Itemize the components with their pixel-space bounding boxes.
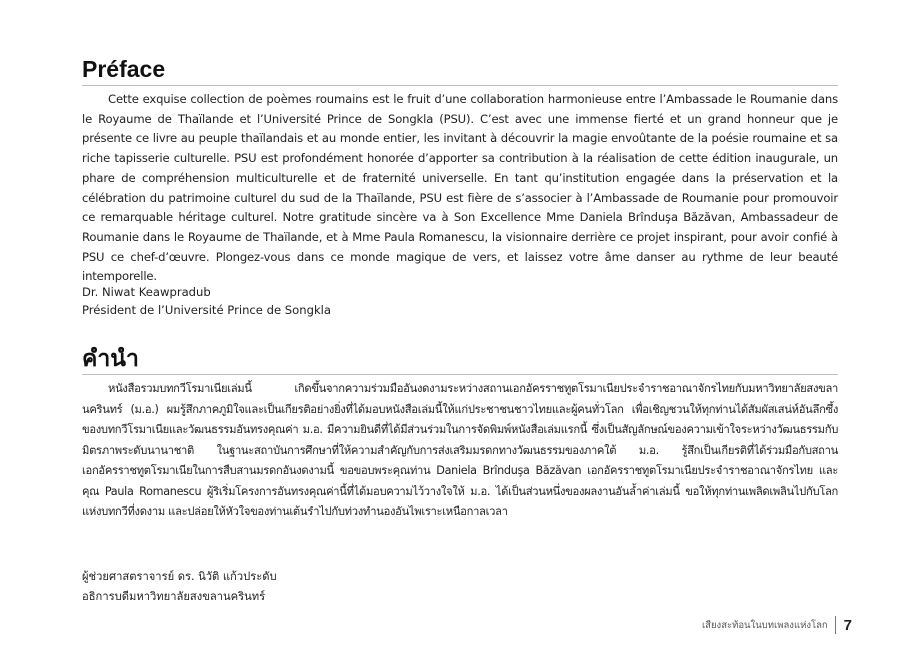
footer-book-title: เสียงสะท้อนในบทเพลงแห่งโลก (701, 619, 828, 631)
thai-preface-title: คำนำ (82, 345, 838, 375)
french-signature-role: Président de l’Université Prince de Songkla (82, 303, 331, 317)
french-signature-name: Dr. Niwat Keawpradub (82, 285, 211, 299)
thai-preface-paragraph: หนังสือรวมบทกวีโรมาเนียเล่มนี้ เกิดขึ้นจากความร่วมมืออันงดงามระหว่างสถานเอกอัครราชทูตโรมาเนียประจำราชอาณาจักรไทยกับมหาวิทยาลัยสงขลานครินทร์ (ม.อ.) ผมรู้สึกภาคภูมิใจและเป็นเกียรติอย่างยิ่งที่ได้มอบหนังสือเล่มนี้ให้แก่ประชาชนชาวไทยและผู้คนทั่วโลก เพื่อเชิญชวนให้ทุกท่านได้สัมผัสเสน่ห์อันลึกซึ้งของบทกวีโรมาเนียและวัฒนธรรมอันทรงคุณค่า ม.อ. มีความยินดีที่ได้มีส่วนร่วมในการจัดพิมพ์หนังสือเล่มแรกนี้ ซึ่งเป็นสัญลักษณ์ของความเข้าใจระหว่างวัฒนธรรมกับมิตรภาพระดับนานาชาติ ในฐานะสถาบันการศึกษาที่ให้ความสำคัญกับการส่งเสริมมรดกทางวัฒนธรรมของภาคใต้ ม.อ. รู้สึกเป็นเกียรติที่ได้ร่วมมือกับสถานเอกอัครราชทูตโรมาเนียในการสืบสานมรดกอันงดงามนี้ ขอขอบพระคุณท่าน Daniela Brînduşa Băzăvan เอกอัครราชทูตโรมาเนียประจำราชอาณาจักรไทย และคุณ Paula Romanescu ผู้ริเริ่มโครงการอันทรงคุณค่านี้ที่ได้มอบความไว้วางใจให้ ม.อ. ได้เป็นส่วนหนึ่งของผลงานอันล้ำค่าเล่มนี้ ขอให้ทุกท่านเพลิดเพลินไปกับโลกแห่งบทกวีที่งดงาม และปล่อยให้หัวใจของท่านเต้นรำไปกับท่วงทำนองอันไพเราะเหนือกาลเวลา (82, 382, 838, 518)
page-footer (702, 615, 852, 635)
french-preface-title: Préface (82, 56, 838, 86)
thai-signature-role: อธิการบดีมหาวิทยาลัยสงขลานครินทร์ (82, 590, 266, 603)
french-signature (82, 283, 331, 319)
thai-signature (82, 567, 277, 607)
document-page (82, 0, 838, 662)
page-number: 7 (843, 616, 852, 634)
french-preface-paragraph: Cette exquise collection de poèmes roumains est le fruit d’une collaboration harmonieuse entre l’Ambassade le Roumanie dans le Royaume de Thaïlande et l’Université Prince de Songkla (PSU). C’est avec une immense fierté et un grand honneur que je présente ce livre au peuple thaïlandais et au monde entier, les invitant à découvrir la magie envoûtante de la poésie roumaine et sa riche tapisserie culturelle. PSU est profondément honorée d’apporter sa contribution à la réalisation de cette édition inaugurale, un phare de compréhension multiculturelle et de fraternité universelle. En tant qu’institution engagée dans la préservation et la célébration du patrimoine culturel du sud de la Thaïlande, PSU est fière de s’associer à l’Ambassade de Roumanie pour promouvoir ce remarquable héritage culturel. Notre gratitude sincère va à Son Excellence Mme Daniela Brînduşa Băzăvan, Ambassadeur de Roumanie dans le Royaume de Thaïlande, et à Mme Paula Romanescu, la visionnaire derrière ce projet inspirant, pour avoir confié à PSU ce chef-d’œuvre. Plongez-vous dans ce monde magique de vers, et laissez votre âme danser au rythme de leur beauté intemporelle. (82, 92, 838, 284)
thai-signature-name: ผู้ช่วยศาสตราจารย์ ดร. นิวัติ แก้วประดับ (82, 570, 277, 583)
